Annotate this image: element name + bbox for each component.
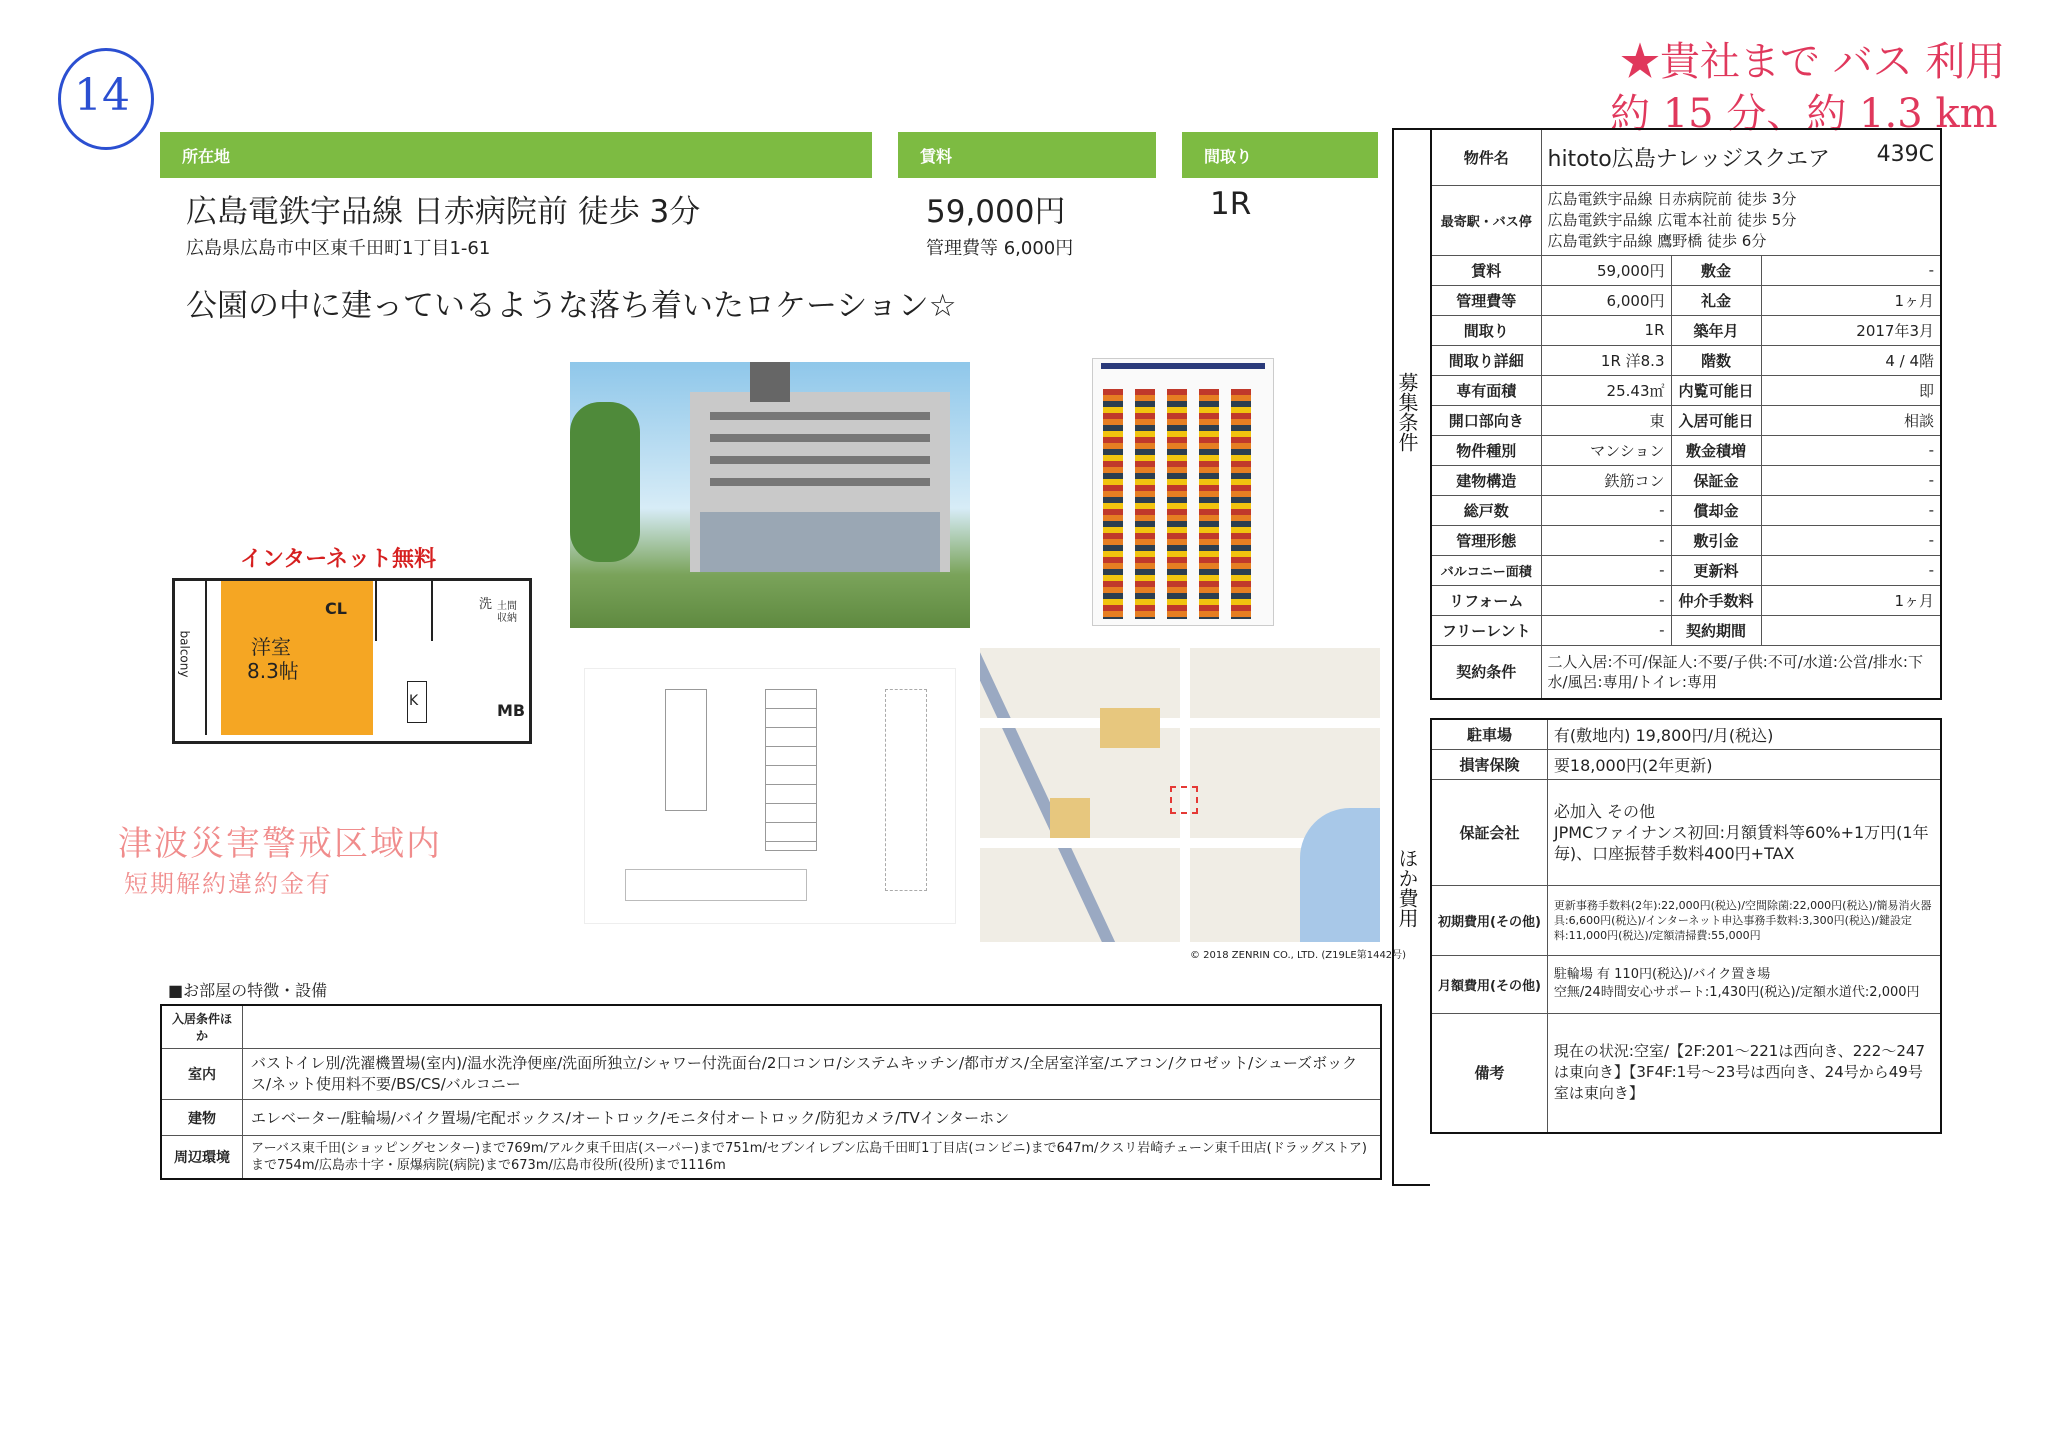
row-value: - [1541, 555, 1671, 585]
remarks-label: 備考 [1431, 1013, 1547, 1133]
row-value: 6,000円 [1541, 285, 1671, 315]
row-label: 礼金 [1671, 285, 1761, 315]
layout-value: 1R [1210, 186, 1252, 222]
property-row [1431, 255, 1941, 285]
station-access: 広島電鉄宇品線 日赤病院前 徒歩 3分 [186, 194, 701, 230]
floorplan-storage: 土間収納 [497, 601, 517, 624]
row-value [1761, 615, 1941, 645]
row-value: - [1761, 435, 1941, 465]
features-table [160, 1004, 1382, 1180]
row-label: 開口部向き [1431, 405, 1541, 435]
row-label: 間取り詳細 [1431, 345, 1541, 375]
handwritten-note-line1: ★貴社まで バス 利用 [1620, 39, 2006, 85]
row-value: 即 [1761, 375, 1941, 405]
row-value: 1R 洋8.3 [1541, 345, 1671, 375]
parking-label: 駐車場 [1431, 719, 1547, 749]
row-label: 専有面積 [1431, 375, 1541, 405]
row-label: 築年月 [1671, 315, 1761, 345]
side-bar [1392, 128, 1430, 1186]
rent-label: 賃料 [898, 132, 1156, 178]
stamp-line2: 短期解約違約金有 [124, 870, 332, 898]
station-item: 広島電鉄宇品線 鷹野橋 徒歩 6分 [1547, 231, 1767, 250]
property-row [1431, 315, 1941, 345]
row-label: 物件種別 [1431, 435, 1541, 465]
remarks-value: 現在の状況:空室/【2F:201〜221は西向き、222〜247は東向き】【3F4F:1号〜23号は西向き、24号から49号室は東向き】 [1547, 1013, 1941, 1133]
row-label: 入居可能日 [1671, 405, 1761, 435]
row-label: 建物構造 [1431, 465, 1541, 495]
station-list [1541, 185, 1941, 255]
stamp-line1: 津波災害警戒区域内 [118, 824, 442, 864]
floorplan-wash: 洗 [479, 597, 493, 612]
handwritten-note-line2: 約 15 分、約 1.3 km [1610, 91, 1998, 137]
floorplan [172, 578, 532, 744]
contract-label: 契約条件 [1431, 645, 1541, 699]
row-value: 25.43㎡ [1541, 375, 1671, 405]
property-row [1431, 465, 1941, 495]
guarantee-value: 必加入 その他 JPMCファイナンス初回:月額賃料等60%+1万円(1年毎)、口座振替手数料400円+TAX [1547, 779, 1941, 885]
floorplan-cl: CL [325, 599, 347, 618]
property-name-cell [1541, 129, 1941, 185]
property-row [1431, 345, 1941, 375]
row-value: - [1761, 465, 1941, 495]
floorplan-room-label: 洋室 [251, 635, 291, 659]
row-value: - [1761, 555, 1941, 585]
side-label-other-costs: ほか費用 [1396, 848, 1422, 928]
feature-label: 入居条件ほか [161, 1005, 243, 1049]
row-value: 鉄筋コン [1541, 465, 1671, 495]
row-value: マンション [1541, 435, 1671, 465]
row-label: 階数 [1671, 345, 1761, 375]
map-credit: © 2018 ZENRIN CO., LTD. (Z19LE第1442号) [1190, 950, 1407, 961]
row-label: 契約期間 [1671, 615, 1761, 645]
address: 広島県広島市中区東千田町1丁目1-61 [186, 238, 491, 259]
costs-table [1430, 718, 1942, 1134]
page-number: 14 [74, 70, 130, 121]
station-item: 広島電鉄宇品線 広電本社前 徒歩 5分 [1547, 210, 1797, 229]
initial-cost-label: 初期費用(その他) [1431, 885, 1547, 955]
contract-value: 二人入居:不可/保証人:不要/子供:不可/水道:公営/排水:下水/風呂:専用/トイレ:専用 [1541, 645, 1941, 699]
row-label: 仲介手数料 [1671, 585, 1761, 615]
property-row [1431, 615, 1941, 645]
row-label: バルコニー面積 [1431, 555, 1541, 585]
row-value: 1R [1541, 315, 1671, 345]
mgmt-fee: 管理費等 6,000円 [926, 238, 1074, 259]
row-value: - [1761, 495, 1941, 525]
row-label: 管理費等 [1431, 285, 1541, 315]
property-table [1430, 128, 1942, 700]
monthly-cost-label: 月額費用(その他) [1431, 955, 1547, 1013]
row-label: 敷金 [1671, 255, 1761, 285]
row-value: 4 / 4階 [1761, 345, 1941, 375]
row-value: - [1541, 525, 1671, 555]
station-label: 最寄駅・バス停 [1431, 185, 1541, 255]
row-label: 内覧可能日 [1671, 375, 1761, 405]
row-label: 保証金 [1671, 465, 1761, 495]
property-row [1431, 555, 1941, 585]
row-label: 賃料 [1431, 255, 1541, 285]
feature-value: アーバス東千田(ショッピングセンター)まで769m/アルク東千田店(スーパー)まで751m/セブンイレブン広島千田町1丁目店(コンビニ)まで647m/クスリ岩崎チェーン東千田店(ドラッグストア)まで754m/広島赤十字・原爆病院(病院)まで673m/広島市役所(役所)まで1116m [243, 1136, 1382, 1180]
feature-label: 周辺環境 [161, 1136, 243, 1180]
row-value: - [1761, 255, 1941, 285]
initial-cost-value: 更新事務手数料(2年):22,000円(税込)/空間除菌:22,000円(税込)/簡易消火器具:6,600円(税込)/インターネット申込事務手数料:3,300円(税込)/鍵設定料:11,000円(税込)/定額清掃費:55,000円 [1547, 885, 1941, 955]
row-value: - [1761, 525, 1941, 555]
layout-label: 間取り [1182, 132, 1378, 178]
internet-free-label: インターネット無料 [240, 547, 437, 572]
row-label: フリーレント [1431, 615, 1541, 645]
location-label: 所在地 [160, 132, 872, 178]
insurance-label: 損害保険 [1431, 749, 1547, 779]
guarantee-label: 保証会社 [1431, 779, 1547, 885]
property-row [1431, 495, 1941, 525]
property-row [1431, 435, 1941, 465]
row-value: 1ヶ月 [1761, 585, 1941, 615]
floorplan-k: K [409, 693, 419, 709]
building-photo [570, 362, 970, 628]
monthly-cost-value: 駐輪場 有 110円(税込)/バイク置き場 空無/24時間安心サポート:1,430円(税込)/定額水道代:2,000円 [1547, 955, 1941, 1013]
row-value: 59,000円 [1541, 255, 1671, 285]
row-label: 間取り [1431, 315, 1541, 345]
row-label: 敷引金 [1671, 525, 1761, 555]
row-value: 相談 [1761, 405, 1941, 435]
area-map [980, 648, 1380, 942]
property-row [1431, 405, 1941, 435]
feature-value: バストイレ別/洗濯機置場(室内)/温水洗浄便座/洗面所独立/シャワー付洗面台/2口コンロ/システムキッチン/都市ガス/全居室洋室/エアコン/クロゼット/シューズボックス/ネット使用料不要/BS/CS/バルコニー [243, 1049, 1382, 1100]
parking-value: 有(敷地内) 19,800円/月(税込) [1547, 719, 1941, 749]
property-row [1431, 585, 1941, 615]
room-number: 439C [1876, 141, 1934, 167]
row-value: - [1541, 585, 1671, 615]
row-label: 総戸数 [1431, 495, 1541, 525]
row-label: 敷金積増 [1671, 435, 1761, 465]
rent-value: 59,000円 [926, 194, 1066, 230]
row-value: 2017年3月 [1761, 315, 1941, 345]
row-value: 東 [1541, 405, 1671, 435]
property-name: hitoto広島ナレッジスクエア [1547, 146, 1830, 172]
property-row [1431, 375, 1941, 405]
row-value: 1ヶ月 [1761, 285, 1941, 315]
station-item: 広島電鉄宇品線 日赤病院前 徒歩 3分 [1547, 189, 1797, 208]
catchphrase: 公園の中に建っているような落ち着いたロケーション☆ [186, 288, 957, 324]
floorplan-room-size: 8.3帖 [247, 659, 299, 683]
property-name-label: 物件名 [1431, 129, 1541, 185]
site-plan-drawing [584, 668, 956, 924]
row-label: 償却金 [1671, 495, 1761, 525]
property-row [1431, 285, 1941, 315]
floorplan-balcony: balcony [177, 630, 192, 678]
row-label: 管理形態 [1431, 525, 1541, 555]
property-row [1431, 525, 1941, 555]
floorplan-mb: MB [497, 701, 526, 720]
row-label: 更新料 [1671, 555, 1761, 585]
row-value: - [1541, 615, 1671, 645]
side-label-recruit: 募集条件 [1396, 372, 1422, 452]
features-heading: ■お部屋の特徴・設備 [168, 981, 328, 1000]
floor-stack-diagram [1092, 358, 1274, 626]
feature-value: エレベーター/駐輪場/バイク置場/宅配ボックス/オートロック/モニタ付オートロック/防犯カメラ/TVインターホン [243, 1100, 1382, 1136]
feature-label: 室内 [161, 1049, 243, 1100]
row-label: リフォーム [1431, 585, 1541, 615]
feature-value [243, 1005, 1382, 1049]
row-value: - [1541, 495, 1671, 525]
feature-label: 建物 [161, 1100, 243, 1136]
insurance-value: 要18,000円(2年更新) [1547, 749, 1941, 779]
